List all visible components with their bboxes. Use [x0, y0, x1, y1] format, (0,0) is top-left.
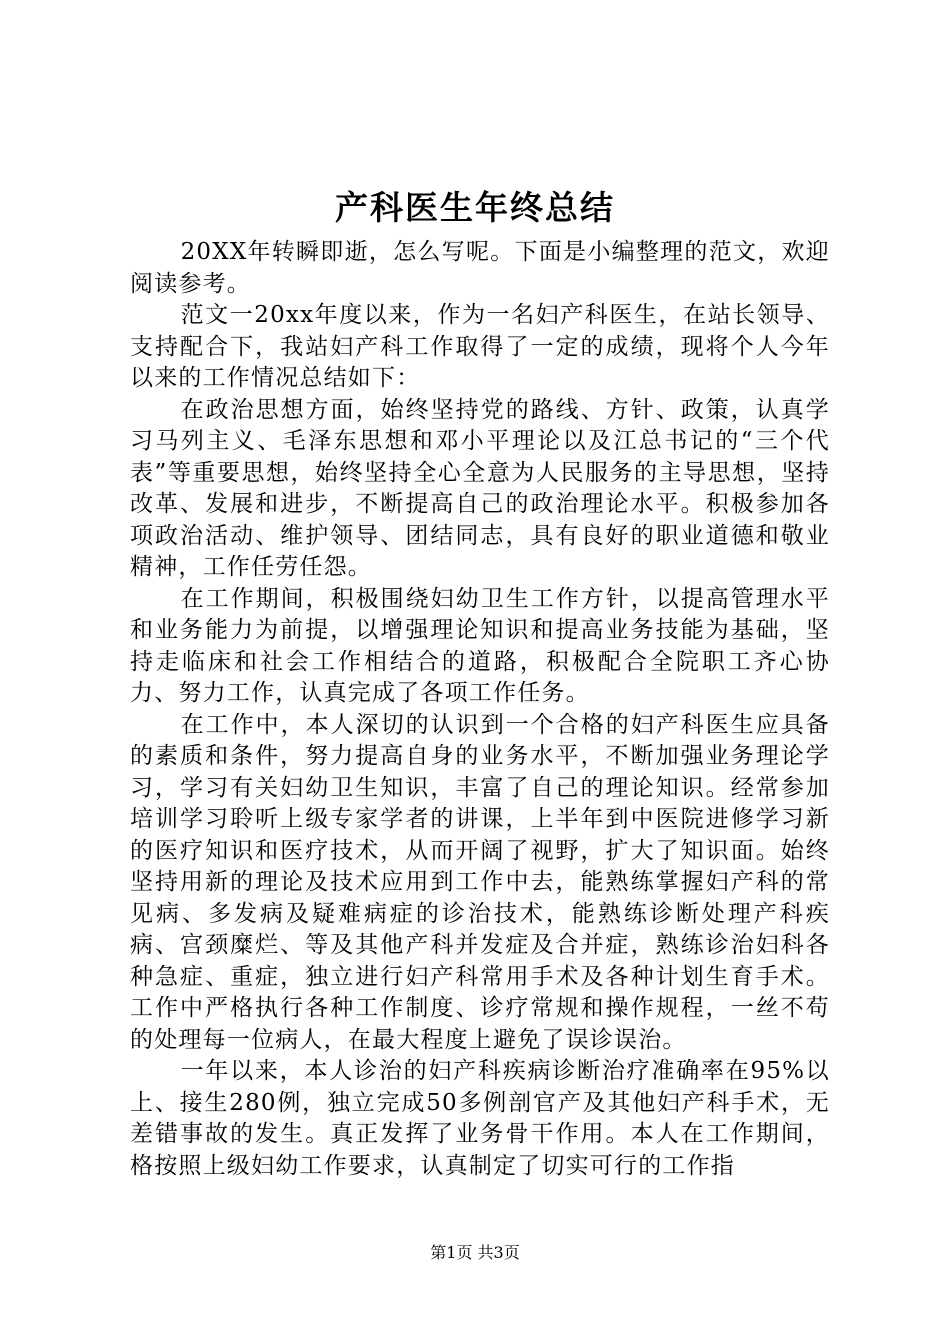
paragraph-in-work: 在工作中，本人深切的认识到一个合格的妇产科医生应具备的素质和条件，努力提高自身的业务水平，不断加强业务理论学习，学习有关妇幼卫生知识，丰富了自己的理论知识。经常参加培训学习聆听上级专家学者的讲课，上半年到中医院进修学习新的医疗知识和医疗技术，从而开阔了视野，扩大了知识面。始终坚持用新的理论及技术应用到工作中去，能熟练掌握妇产科的常见病、多发病及疑难病症的诊治技术，能熟练诊断处理产科疾病、宫颈糜烂、等及其他产科并发症及合并症，熟练诊治妇科各种急症、重症，独立进行妇产科常用手术及各种计划生育手术。工作中严格执行各种工作制度、诊疗常规和操作规程，一丝不苟的处理每一位病人，在最大程度上避免了误诊误治。	[130, 711, 830, 1053]
paragraph-intro: 20XX年转瞬即逝，怎么写呢。下面是小编整理的范文，欢迎阅读参考。	[130, 239, 830, 297]
document-body	[130, 237, 830, 1182]
document-title: 产科医生年终总结	[335, 188, 615, 227]
paragraph-sample-one: 范文一20xx年度以来，作为一名妇产科医生，在站长领导、支持配合下，我站妇产科工作取得了一定的成绩，现将个人今年以来的工作情况总结如下：	[130, 302, 830, 391]
page-number-footer: 第1页 共3页	[430, 1243, 520, 1262]
paragraph-work-period: 在工作期间，积极围绕妇幼卫生工作方针，以提高管理水平和业务能力为前提，以增强理论知识和提高业务技能为基础，坚持走临床和社会工作相结合的道路，积极配合全院职工齐心协力、努力工作，认真完成了各项工作任务。	[130, 585, 830, 706]
paragraph-year-results: 一年以来，本人诊治的妇产科疾病诊断治疗准确率在95%以上、接生280例，独立完成50多例剖官产及其他妇产科手术，无差错事故的发生。真正发挥了业务骨干作用。本人在工作期间，格按照上级妇幼工作要求，认真制定了切实可行的工作指	[130, 1058, 830, 1179]
paragraph-political: 在政治思想方面，始终坚持党的路线、方针、政策，认真学习马列主义、毛泽东思想和邓小平理论以及江总书记的“三个代表”等重要思想，始终坚持全心全意为人民服务的主导思想，坚持改革、发展和进步，不断提高自己的政治理论水平。积极参加各项政治活动、维护领导、团结同志，具有良好的职业道德和敬业精神，工作任劳任怨。	[130, 396, 830, 580]
